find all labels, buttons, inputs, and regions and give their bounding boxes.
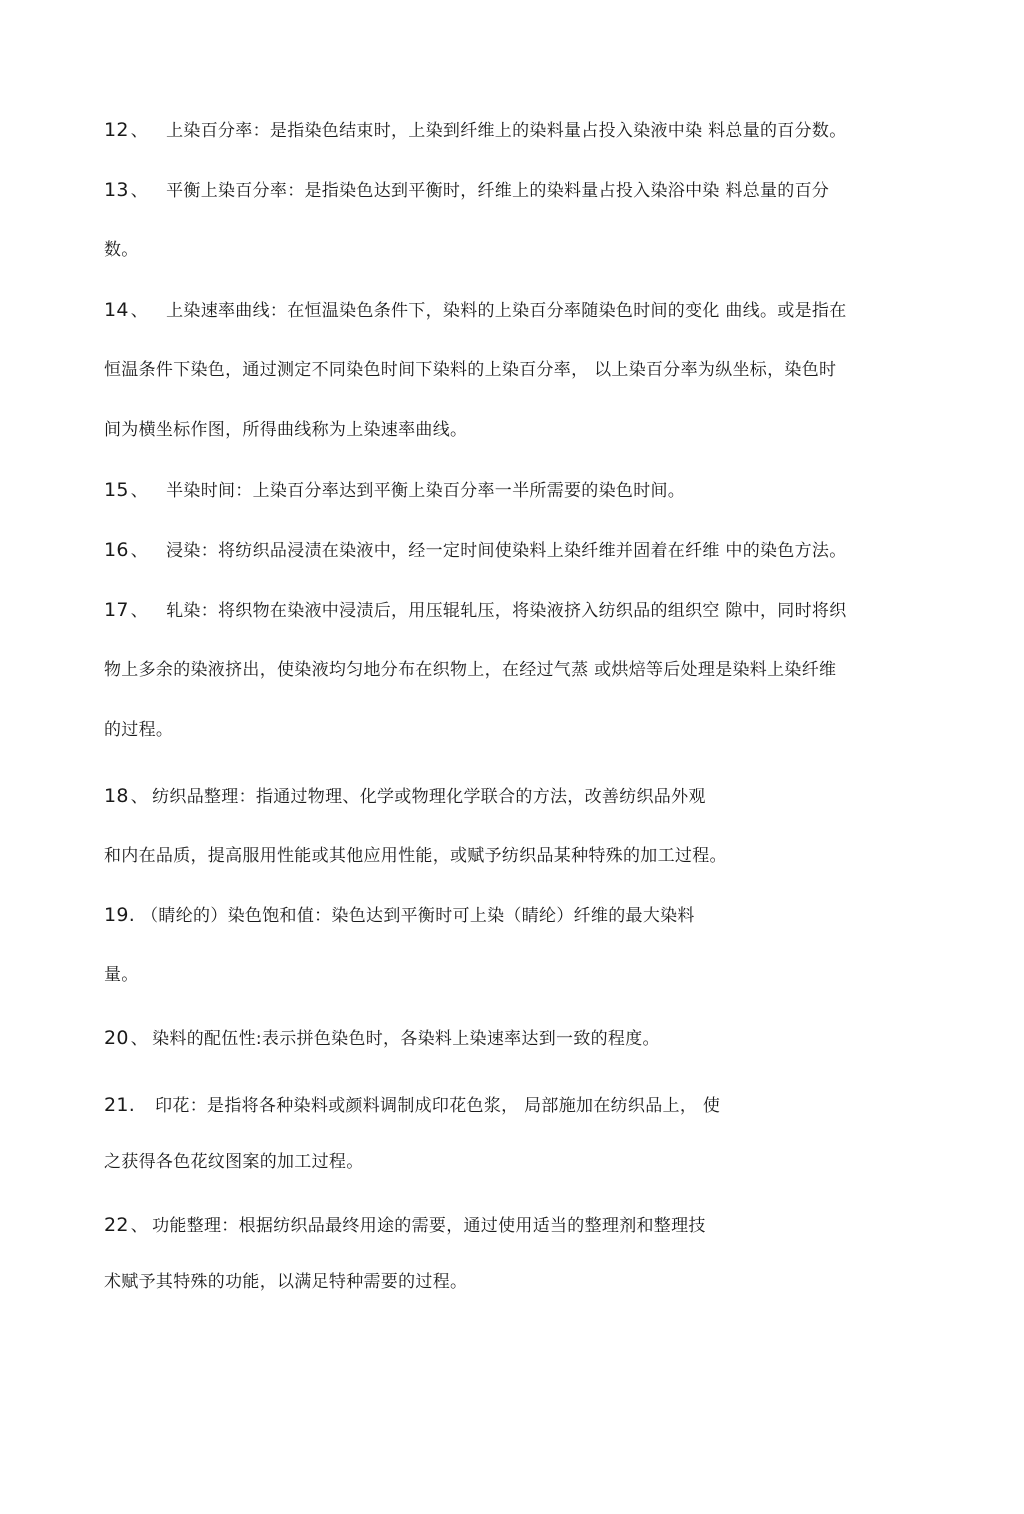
term-number: 12 [104, 119, 129, 141]
term-text: 平衡上染百分率：是指染色达到平衡时，纤维上的染料量占投入染浴中染 料总量的百分 [166, 181, 830, 201]
term-19 [104, 903, 695, 928]
term-text: 间为横坐标作图，所得曲线称为上染速率曲线。 [104, 420, 468, 440]
term-text: 功能整理：根据纺织品最终用途的需要，通过使用适当的整理剂和整理技 [152, 1216, 706, 1236]
term-number: 22 [104, 1214, 129, 1236]
term-number: 15 [104, 479, 129, 501]
term-separator: 、 [130, 1216, 149, 1236]
term-18 [104, 784, 706, 809]
term-number: 14 [104, 299, 129, 321]
term-text: 轧染：将织物在染液中浸渍后，用压辊轧压，将染液挤入纺织品的组织空 隙中，同时将织 [166, 601, 847, 621]
term-separator: 、 [130, 121, 149, 141]
term-17-continuation [104, 658, 836, 682]
term-text: 恒温条件下染色，通过测定不同染色时间下染料的上染百分率， 以上染百分率为纵坐标，染色时 [104, 360, 837, 380]
term-number: 20 [104, 1027, 129, 1049]
term-number: 17 [104, 599, 129, 621]
term-text: 半染时间：上染百分率达到平衡上染百分率一半所需要的染色时间。 [166, 481, 686, 501]
term-text: 染料的配伍性:表示拼色染色时，各染料上染速率达到一致的程度。 [152, 1029, 660, 1049]
term-number: 19. [104, 904, 136, 926]
term-text: 和内在品质，提高服用性能或其他应用性能，或赋予纺织品某种特殊的加工过程。 [104, 846, 727, 866]
term-text: 量。 [104, 965, 139, 985]
term-separator: 、 [130, 481, 149, 501]
term-text: 上染速率曲线：在恒温染色条件下，染料的上染百分率随染色时间的变化 曲线。或是指在 [166, 301, 847, 321]
term-21-continuation [104, 1150, 364, 1174]
term-text: 浸染：将纺织品浸渍在染液中，经一定时间使染料上染纤维并固着在纤维 中的染色方法。 [166, 541, 847, 561]
term-number: 21. [104, 1094, 136, 1116]
term-14 [104, 298, 847, 323]
term-text: 数。 [104, 240, 139, 260]
term-18-continuation [104, 844, 727, 868]
term-text: 物上多余的染液挤出，使染液均匀地分布在织物上，在经过气蒸 或烘焙等后处理是染料上染纤维 [104, 660, 837, 680]
term-number: 18 [104, 785, 129, 807]
term-13-continuation [104, 238, 139, 262]
term-22 [104, 1213, 706, 1238]
term-number: 16 [104, 539, 129, 561]
term-text: 印花：是指将各种染料或颜料调制成印花色浆， 局部施加在纺织品上， 使 [155, 1096, 721, 1116]
term-22-continuation [104, 1270, 467, 1294]
term-text: 上染百分率：是指染色结束时，上染到纤维上的染料量占投入染液中染 料总量的百分数。 [166, 121, 847, 141]
term-separator: 、 [130, 787, 149, 807]
term-number: 13 [104, 179, 129, 201]
term-21 [104, 1093, 720, 1118]
term-19-continuation [104, 963, 139, 987]
term-separator: 、 [130, 1029, 149, 1049]
term-17-continuation [104, 718, 173, 742]
term-separator: 、 [130, 541, 149, 561]
term-separator: 、 [130, 301, 149, 321]
term-text: 之获得各色花纹图案的加工过程。 [104, 1152, 364, 1172]
term-text: 纺织品整理：指通过物理、化学或物理化学联合的方法，改善纺织品外观 [152, 787, 706, 807]
term-14-continuation [104, 418, 467, 442]
term-12 [104, 118, 847, 143]
term-text: 的过程。 [104, 720, 174, 740]
term-20 [104, 1026, 660, 1051]
term-15 [104, 478, 685, 503]
term-17 [104, 598, 847, 623]
term-16 [104, 538, 847, 563]
term-14-continuation [104, 358, 836, 382]
term-separator: 、 [130, 601, 149, 621]
term-text: 术赋予其特殊的功能，以满足特种需要的过程。 [104, 1272, 468, 1292]
term-13 [104, 178, 829, 203]
term-text: （睛纶的）染色饱和值：染色达到平衡时可上染（睛纶）纤维的最大染料 [141, 906, 695, 926]
term-separator: 、 [130, 181, 149, 201]
